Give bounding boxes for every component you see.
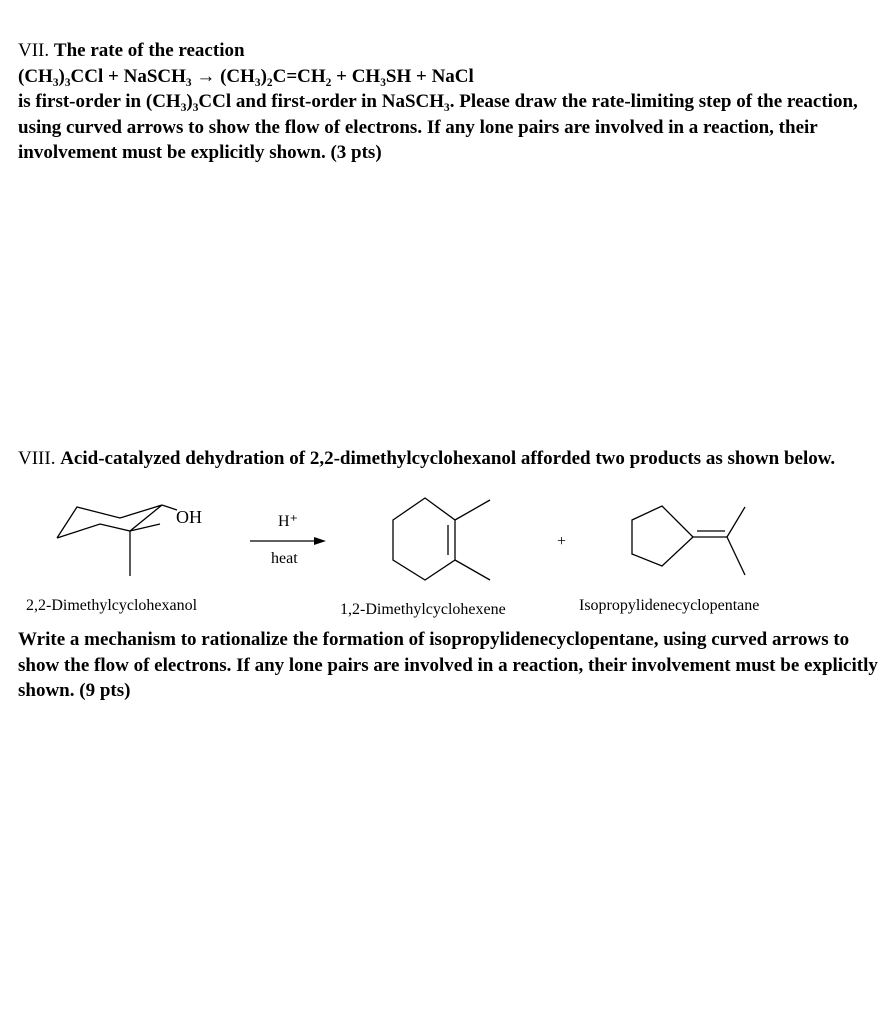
q8-number: VIII. <box>18 448 56 469</box>
q8-body: Write a mechanism to rationalize the formation of isopropylidenecyclopentane, using curved arrows to show the flow of electrons. If any lone pairs are involved in a reaction, their involvement must be explicitly shown. (9 pts) <box>18 629 878 701</box>
q8-title: Acid-catalyzed dehydration of 2,2-dimethylcyclohexanol afforded two products as shown below. <box>60 448 836 469</box>
reaction-arrow <box>250 537 326 545</box>
isopropylidenecyclopentane-structure <box>632 506 745 575</box>
oh-label: OH <box>176 507 202 527</box>
cyclohexanol-structure <box>57 505 177 576</box>
plus-sign: + <box>557 533 567 550</box>
reactant-name: 2,2-Dimethylcyclohexanol <box>26 597 198 614</box>
q7-number: VII. <box>18 40 50 61</box>
dimethylcyclohexene-structure <box>393 498 490 580</box>
q7-body: is first-order in (CH₃)₃CCl and first-order in NaSCH₃. Please draw the rate-limiting step of the reaction, using curved arrows to show the flow of electrons. If any lone pairs are involved in a reaction, their involvement must be explicitly shown. (3 pts) <box>18 91 858 163</box>
product2-name: Isopropylidenecyclopentane <box>579 597 760 614</box>
condition-label: heat <box>271 550 298 567</box>
product1-name: 1,2-Dimethylcyclohexene <box>340 601 506 618</box>
reagent-label: H⁺ <box>278 513 298 530</box>
q7-title: The rate of the reaction <box>53 40 245 61</box>
q7-equation: (CH₃)₃CCl + NaSCH₃ → (CH₃)₂C=CH₂ + CH₃SH + NaCl <box>18 65 474 87</box>
